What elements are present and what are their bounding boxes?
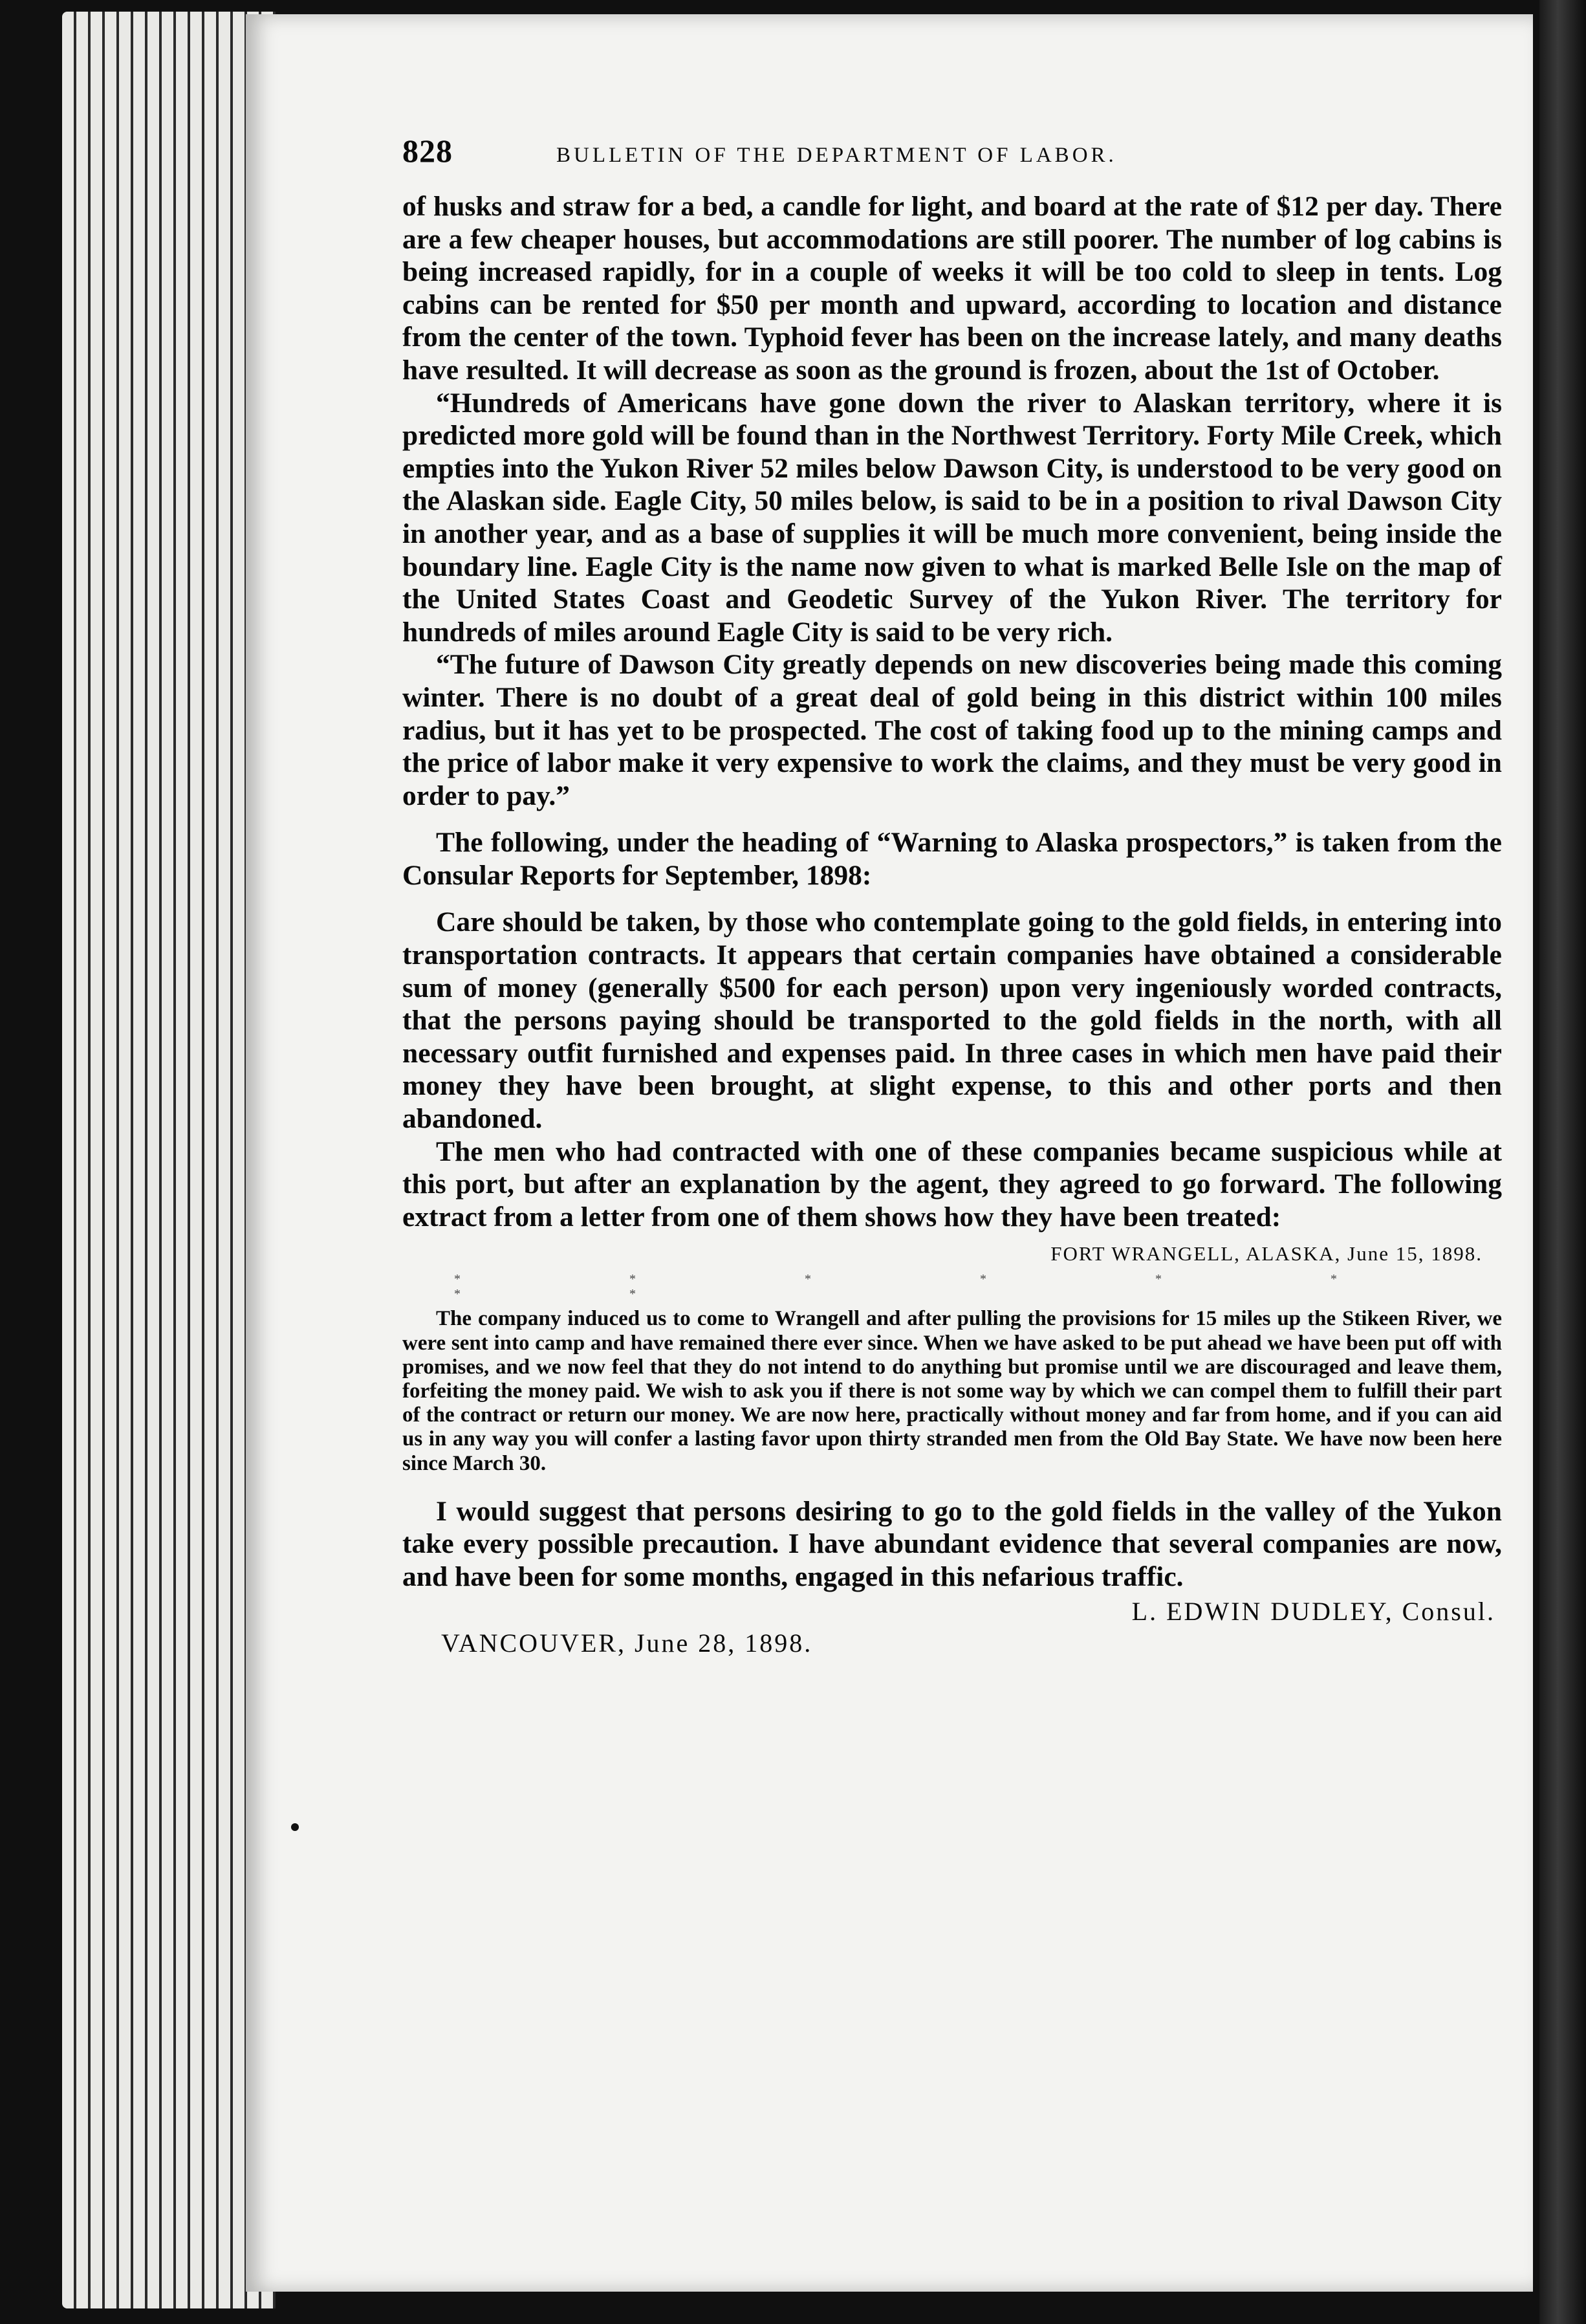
place-date: VANCOUVER, June 28, 1898. <box>441 1628 813 1658</box>
paragraph-care-contracts: Care should be taken, by those who contemplate going to the gold fields, in entering into transportation contracts. It appears that certain companies have obtained a considerable sum of money (generally $500 for each person) upon very ingeniously worded contracts, that the persons paying should be transported to the gold fields in the north, with all necessary outfit furnished and expenses paid. In three cases in which men have paid their money they have been brought, at slight expense, to this and other ports and then abandoned. <box>402 906 1502 1135</box>
paragraph-alaskan-territory: “Hundreds of Americans have gone down the river to Alaskan territory, where it is predicted more gold will be found than in the Northwest Territory. Forty Mile Creek, which empties into the Yukon River 52 miles below Dawson City, is understood to be very good on the Alaskan side. Eagle City, 50 miles below, is said to be in a position to rival Dawson City in another year, and as a base of supplies it will be much more convenient, being inside the boundary line. Eagle City is the name now given to what is marked Belle Isle on the map of the United States Coast and Geodetic Survey of the Yukon River. The territory for hundreds of miles around Eagle City is said to be very rich. <box>402 387 1502 648</box>
page-number: 828 <box>402 133 453 169</box>
running-title: BULLETIN OF THE DEPARTMENT OF LABOR. <box>556 144 1117 167</box>
ellipsis-stars: * * * * * * * * <box>454 1272 1420 1302</box>
paragraph-warning-intro: The following, under the heading of “Warning to Alaska prospectors,” is taken from the Consular Reports for September, 1898: <box>402 827 1502 891</box>
book-page-edges <box>62 12 276 2308</box>
letter-dateline: FORT WRANGELL, ALASKA, June 15, 1898. <box>1050 1242 1483 1266</box>
paragraph-closing: I would suggest that persons desiring to go to the gold fields in the valley of the Yukon take every possible precaution. I have abundant evidence that several companies are now, and have been for some months, engaged in this nefarious traffic. <box>402 1495 1502 1593</box>
text-column <box>402 132 1502 1658</box>
letter-extract: The company induced us to come to Wrangell and after pulling the provisions for 15 miles up the Stikeen River, we were sent into camp and have remained there ever since. When we have asked to be put ahead we have been put off with promises, and we now feel that they do not intend to do anything but promise until we are discouraged and leave them, forfeiting the money paid. We wish to ask you if there is not some way by which we can compel them to fulfill their part of the contract or return our money. We are now here, practically without money and far from home, and if you can aid us in any way you will confer a lasting favor upon thirty stranded men from the Old Bay State. We have now been here since March 30. <box>402 1307 1502 1475</box>
paragraph-dawson-future: “The future of Dawson City greatly depends on new discoveries being made this coming winter. There is no doubt of a great deal of gold being in this district within 100 miles radius, but it has yet to be prospected. The cost of taking food up to the mining camps and the price of labor make it very expensive to work the claims, and they must be very good in order to pay.” <box>402 649 1502 811</box>
margin-mark <box>291 1823 299 1831</box>
paragraph-men-contracted: The men who had contracted with one of these companies became suspicious while at this port, but after an explanation by the agent, they agreed to go forward. The following extract from a letter from one of them shows how they have been treated: <box>402 1135 1502 1233</box>
signature: L. EDWIN DUDLEY, Consul. <box>1131 1596 1495 1626</box>
paragraph-lodging: of husks and straw for a bed, a candle for light, and board at the rate of $12 per day. There are a few cheaper houses, but accommodations are still poorer. The number of log cabins is being increased rapidly, for in a couple of weeks it will be too cold to sleep in tents. Log cabins can be rented for $50 per month and upward, according to location and distance from the center of the town. Typhoid fever has been on the increase lately, and many deaths have resulted. It will decrease as soon as the ground is frozen, about the 1st of October. <box>402 191 1502 386</box>
running-head <box>402 132 1502 184</box>
book-binding-edge <box>1539 0 1586 2324</box>
